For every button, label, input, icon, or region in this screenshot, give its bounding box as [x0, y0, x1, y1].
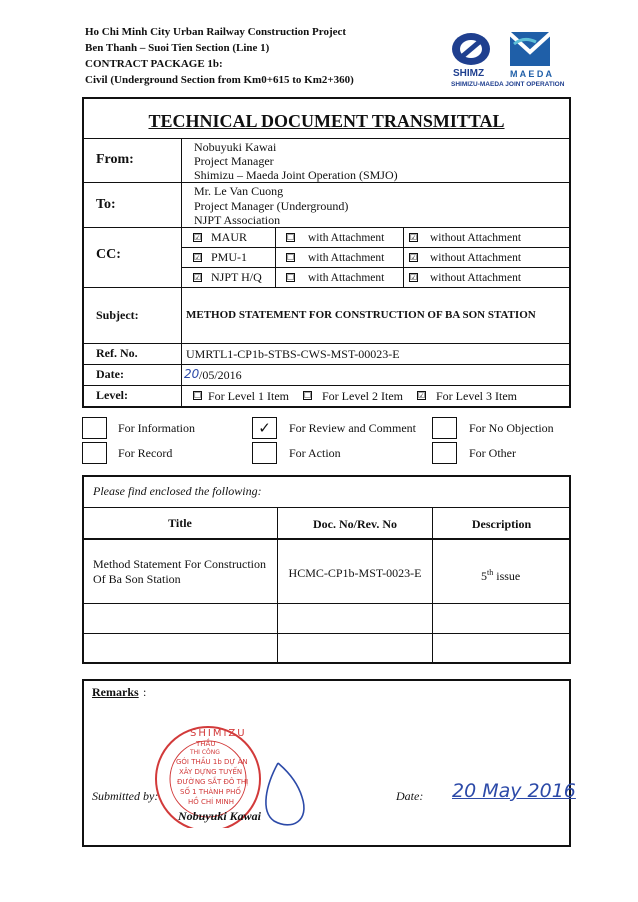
remarks-date-label: Date: [396, 789, 424, 803]
subject-label: Subject: [96, 308, 139, 322]
for-action-label: For Action [289, 446, 341, 460]
rule [182, 247, 570, 248]
rule [83, 603, 570, 604]
logo-maeda: M A E D A [510, 69, 552, 79]
cc-njpt-with-checkbox[interactable]: ☐ [287, 273, 295, 282]
for-information-checkbox[interactable] [82, 417, 107, 439]
from-name: Nobuyuki Kawai [194, 140, 277, 154]
rule [181, 138, 182, 406]
from-company: Shimizu – Maeda Joint Operation (SMJO) [194, 168, 398, 182]
cc-njpt-without-label: without Attachment [430, 272, 522, 284]
subject-text: METHOD STATEMENT FOR CONSTRUCTION OF BA SON STATION [186, 309, 536, 321]
col-doc-header: Doc. No/Rev. No [313, 517, 397, 531]
stamp-line-5: ĐƯỜNG SẮT ĐÔ THỊ [177, 778, 249, 786]
cc-pmu1-without-checkbox[interactable]: ☑ [410, 253, 418, 262]
signer-name: Nobuyuki Kawai [178, 809, 262, 823]
cc-njpt-without-checkbox[interactable]: ☑ [410, 273, 418, 282]
stamp-line-6: SỐ 1 THÀNH PHỐ [180, 788, 241, 796]
rule [83, 538, 570, 540]
level-1-label: For Level 1 Item [208, 389, 289, 403]
logo-shimz: SHIMZ [453, 68, 485, 79]
for-action-checkbox[interactable] [252, 442, 277, 464]
row-description-suffix: th [487, 568, 494, 577]
remarks-label: Remarks [92, 685, 139, 699]
cc-maur-with-checkbox[interactable]: ☐ [287, 233, 295, 242]
row-description-word: issue [493, 569, 521, 583]
rule [275, 228, 276, 287]
header-line-2: Ben Thanh – Suoi Tien Section (Line 1) [85, 42, 270, 54]
rule [403, 228, 404, 287]
remarks-date-handwritten: 20 May 2016 [452, 780, 576, 802]
col-description-header: Description [471, 517, 532, 531]
for-review-checkbox[interactable]: ✓ [252, 417, 277, 439]
row-description [481, 566, 520, 583]
ref-label: Ref. No. [96, 346, 138, 360]
level-2-checkbox[interactable]: ☐ [304, 391, 312, 400]
cc-pmu1-with-checkbox[interactable]: ☐ [287, 253, 295, 262]
logo-joint-operation: SHIMIZU-MAEDA JOINT OPERATION [451, 81, 565, 88]
from-label: From: [96, 152, 134, 167]
rule [83, 385, 570, 386]
submitted-by-label: Submitted by: [92, 789, 159, 803]
rule [432, 508, 433, 663]
for-other-label: For Other [469, 446, 516, 460]
date-rest: /05/2016 [199, 368, 242, 382]
cc-label: CC: [96, 247, 121, 262]
level-label: Level: [96, 388, 128, 402]
rule [83, 507, 570, 508]
cc-pmu1-with-label: with Attachment [308, 252, 385, 264]
level-2-label: For Level 2 Item [322, 389, 403, 403]
cc-maur-without-checkbox[interactable]: ☑ [410, 233, 418, 242]
ref-number: UMRTL1-CP1b-STBS-CWS-MST-00023-E [186, 347, 400, 361]
level-3-label: For Level 3 Item [436, 389, 517, 403]
cc-pmu1-without-label: without Attachment [430, 252, 522, 264]
to-organization: NJPT Association [194, 213, 281, 227]
for-no-objection-checkbox[interactable] [432, 417, 457, 439]
rule [83, 287, 570, 288]
level-3-checkbox[interactable]: ☑ [418, 391, 426, 400]
shimz-maeda-logo-icon [450, 30, 556, 68]
date-handwritten-day: 20 [184, 367, 200, 381]
stamp-line-4: XÂY DỰNG TUYẾN [179, 768, 243, 776]
row-description-number: 5 [481, 569, 487, 583]
enclosed-intro: Please find enclosed the following: [93, 484, 262, 498]
cc-pmu1-name: PMU-1 [211, 250, 248, 264]
header-line-1: Ho Chi Minh City Urban Railway Construction Project [85, 26, 347, 38]
rule [83, 227, 570, 228]
for-no-objection-label: For No Objection [469, 421, 554, 435]
for-other-checkbox[interactable] [432, 442, 457, 464]
stamp-line-1: THẦU [196, 740, 216, 748]
cc-njpt-name: NJPT H/Q [211, 270, 262, 284]
header-line-3: CONTRACT PACKAGE 1b: [85, 58, 223, 70]
transmittal-title: TECHNICAL DOCUMENT TRANSMITTAL [148, 111, 505, 131]
date-label: Date: [96, 367, 124, 381]
header-line-4: Civil (Underground Section from Km0+615 to Km2+360) [85, 74, 354, 86]
for-information-label: For Information [118, 421, 195, 435]
stamp-ring-text: SHIMIZU [190, 728, 247, 739]
col-title-header: Title [168, 516, 192, 530]
rule [182, 267, 570, 268]
stamp-line-7: HỒ CHÍ MINH [188, 798, 235, 806]
for-review-label: For Review and Comment [289, 421, 416, 435]
rule [83, 138, 570, 139]
row-doc-no: HCMC-CP1b-MST-0023-E [288, 566, 422, 580]
cc-njpt-with-label: with Attachment [308, 272, 385, 284]
to-position: Project Manager (Underground) [194, 199, 349, 213]
cc-maur-checkbox[interactable]: ☑ [194, 233, 202, 242]
cc-njpt-checkbox[interactable]: ☑ [194, 273, 202, 282]
for-record-checkbox[interactable] [82, 442, 107, 464]
row-title-line1: Method Statement For Construction [93, 557, 266, 571]
from-position: Project Manager [194, 154, 274, 168]
rule [83, 343, 570, 344]
to-label: To: [96, 197, 116, 212]
rule [83, 364, 570, 365]
cc-maur-with-label: with Attachment [308, 232, 385, 244]
cc-maur-name: MAUR [211, 230, 248, 244]
level-1-checkbox[interactable]: ☐ [194, 391, 202, 400]
for-record-label: For Record [118, 446, 173, 460]
stamp-line-3: GÓI THẦU 1b DỰ ÁN [176, 758, 248, 766]
rule [83, 182, 570, 183]
stamp-line-2: THI CÔNG [190, 749, 220, 756]
to-name: Mr. Le Van Cuong [194, 184, 284, 198]
remarks-colon: : [143, 685, 147, 699]
rule [277, 508, 278, 663]
cc-pmu1-checkbox[interactable]: ☑ [194, 253, 202, 262]
rule [83, 633, 570, 634]
row-title-line2: Of Ba Son Station [93, 572, 181, 586]
cc-maur-without-label: without Attachment [430, 232, 522, 244]
